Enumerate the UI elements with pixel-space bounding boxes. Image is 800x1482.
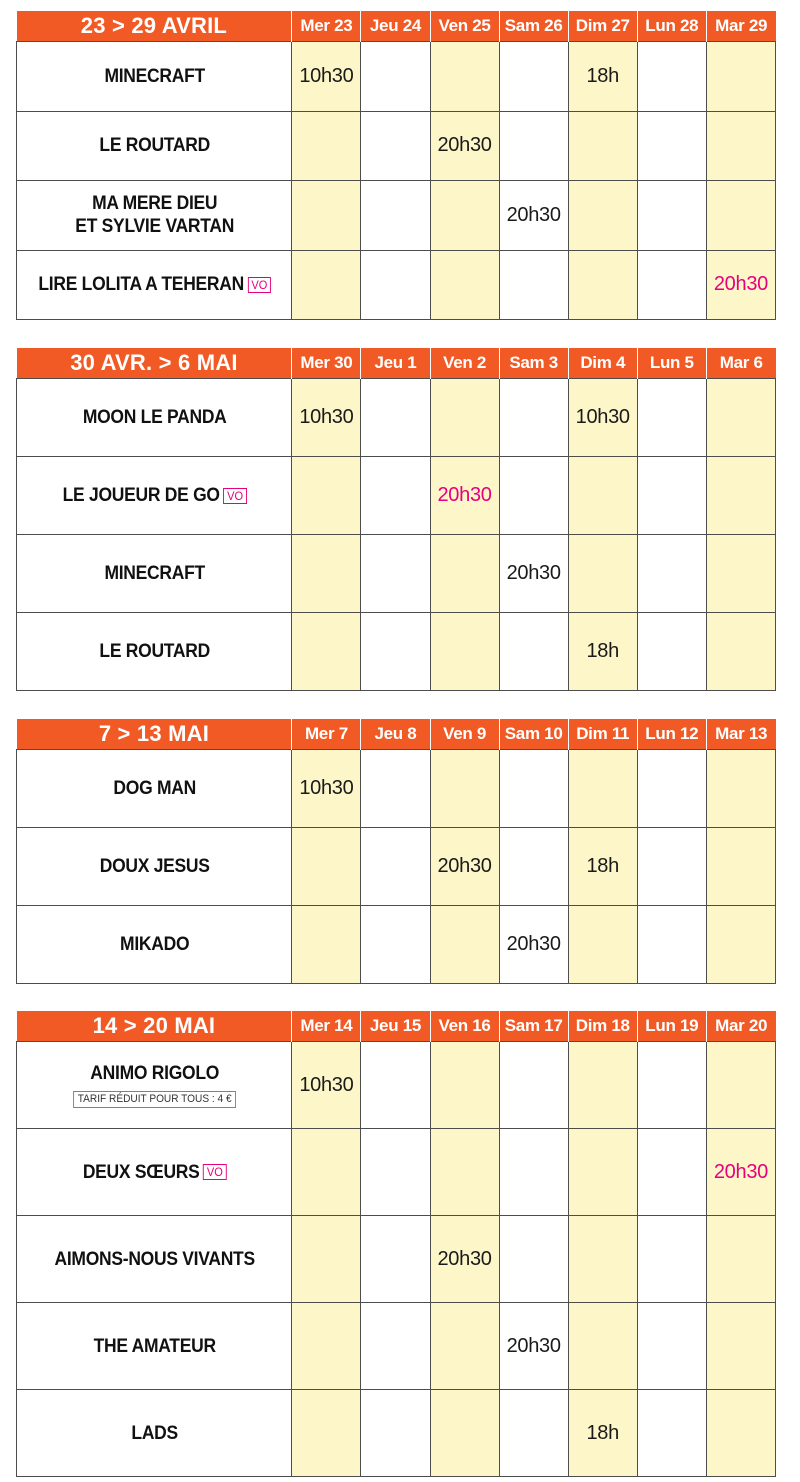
- showtime-cell: [499, 613, 568, 691]
- showtime-cell: [568, 535, 637, 613]
- showtime-cell: [292, 828, 361, 906]
- film-row: [17, 1129, 776, 1216]
- showtime-cell: [292, 1129, 361, 1216]
- week-table: [16, 719, 776, 984]
- showtime-cell: 20h30: [706, 1129, 775, 1216]
- showtime-cell: [637, 750, 706, 828]
- film-title-cell: [28, 1303, 281, 1390]
- film-row: [17, 1303, 776, 1390]
- film-title: DOG MAN: [112, 778, 196, 799]
- film-title-cell: [28, 1216, 281, 1303]
- showtime-cell: [292, 613, 361, 691]
- showtime-cell: [637, 535, 706, 613]
- film-title-cell: [28, 379, 281, 457]
- showtime-cell: [292, 250, 361, 320]
- day-header: Jeu 8: [361, 719, 430, 750]
- film-title: [28, 1161, 280, 1184]
- film-row: [17, 457, 776, 535]
- showtime-cell: [361, 1216, 430, 1303]
- showtime-cell: [637, 1390, 706, 1477]
- film-title: [28, 484, 280, 507]
- film-row: [17, 250, 776, 320]
- film-row: [17, 181, 776, 251]
- film-row: [17, 1042, 776, 1129]
- film-title: DOUX JESUS: [99, 856, 210, 877]
- showtime-cell: 20h30: [499, 1303, 568, 1390]
- showtime-cell: [430, 906, 499, 984]
- day-header: Ven 25: [430, 11, 499, 42]
- film-row: [17, 535, 776, 613]
- showtime-cell: [292, 111, 361, 181]
- film-title: ET SYLVIE VARTAN: [74, 216, 234, 238]
- week-table: [16, 11, 776, 320]
- showtime-cell: [637, 906, 706, 984]
- showtime-cell: [568, 457, 637, 535]
- showtime-cell: [361, 750, 430, 828]
- showtime-cell: [499, 1129, 568, 1216]
- showtime-cell: [430, 1303, 499, 1390]
- schedule-table: [16, 1011, 776, 1477]
- film-title-cell: [28, 906, 281, 984]
- day-header: Mar 13: [706, 719, 775, 750]
- showtime-cell: [637, 42, 706, 112]
- film-title-cell: [28, 42, 281, 112]
- day-header: Ven 2: [430, 348, 499, 379]
- day-header: Jeu 15: [361, 1011, 430, 1042]
- day-header: Mar 29: [706, 11, 775, 42]
- showtime-cell: [568, 250, 637, 320]
- film-title: LE ROUTARD: [98, 135, 210, 157]
- day-header: Ven 16: [430, 1011, 499, 1042]
- showtime-cell: [499, 1042, 568, 1129]
- film-title-cell: [28, 1390, 281, 1477]
- showtime-cell: [637, 1216, 706, 1303]
- film-row: [17, 111, 776, 181]
- film-title-text: LE JOUEUR DE GO: [62, 485, 220, 506]
- showtime-cell: [637, 1303, 706, 1390]
- showtime-cell: 20h30: [430, 111, 499, 181]
- showtime-cell: [637, 457, 706, 535]
- schedule-table: [16, 11, 776, 320]
- film-title: [28, 273, 280, 296]
- film-row: [17, 42, 776, 112]
- showtime-cell: [361, 1390, 430, 1477]
- showtime-cell: [292, 1303, 361, 1390]
- day-header: Ven 9: [430, 719, 499, 750]
- showtime-cell: [706, 111, 775, 181]
- showtime-cell: 20h30: [430, 828, 499, 906]
- showtime-cell: [430, 379, 499, 457]
- showtime-cell: [637, 613, 706, 691]
- showtime-cell: [430, 42, 499, 112]
- showtime-cell: [430, 1129, 499, 1216]
- day-header: Mar 20: [706, 1011, 775, 1042]
- showtime-cell: [706, 828, 775, 906]
- showtime-cell: 20h30: [499, 181, 568, 251]
- showtime-cell: [430, 181, 499, 251]
- showtime-cell: [430, 750, 499, 828]
- film-title-cell: [28, 828, 281, 906]
- week-header-row: [17, 719, 776, 750]
- showtime-cell: [706, 535, 775, 613]
- showtime-cell: [706, 1216, 775, 1303]
- showtime-cell: 20h30: [430, 1216, 499, 1303]
- showtime-cell: [706, 750, 775, 828]
- film-row: [17, 1216, 776, 1303]
- film-title-cell: [28, 250, 281, 320]
- showtime-cell: [499, 379, 568, 457]
- film-title-cell: [28, 181, 281, 251]
- showtime-cell: [637, 1042, 706, 1129]
- day-header: Dim 11: [568, 719, 637, 750]
- day-header: Mer 7: [292, 719, 361, 750]
- showtime-cell: [292, 1216, 361, 1303]
- showtime-cell: [706, 181, 775, 251]
- film-title: LADS: [130, 1422, 178, 1444]
- day-header: Dim 4: [568, 348, 637, 379]
- showtime-cell: [637, 111, 706, 181]
- film-row: [17, 379, 776, 457]
- film-title-cell: [28, 457, 281, 535]
- showtime-cell: [637, 1129, 706, 1216]
- film-title: LE ROUTARD: [98, 641, 210, 662]
- day-header: Jeu 1: [361, 348, 430, 379]
- showtime-cell: [499, 828, 568, 906]
- film-title-cell: [28, 535, 281, 613]
- tarif-badge: TARIF RÉDUIT POUR TOUS : 4 €: [73, 1091, 236, 1108]
- showtime-cell: 10h30: [292, 42, 361, 112]
- film-row: [17, 750, 776, 828]
- film-title: MINECRAFT: [103, 563, 205, 584]
- showtime-cell: [361, 1129, 430, 1216]
- showtime-cell: [361, 457, 430, 535]
- showtime-cell: [361, 181, 430, 251]
- day-header: Lun 12: [637, 719, 706, 750]
- showtime-cell: [499, 1390, 568, 1477]
- showtime-cell: [637, 250, 706, 320]
- showtime-cell: 18h: [568, 828, 637, 906]
- vo-badge: VO: [223, 488, 246, 504]
- showtime-cell: [499, 750, 568, 828]
- showtime-cell: [706, 42, 775, 112]
- film-title-text: LIRE LOLITA A TEHERAN: [37, 274, 244, 296]
- showtime-cell: [292, 1390, 361, 1477]
- showtime-cell: [637, 379, 706, 457]
- schedule-table: [16, 719, 776, 984]
- showtime-cell: [568, 906, 637, 984]
- week-header-row: [17, 1011, 776, 1042]
- day-header: Lun 28: [637, 11, 706, 42]
- showtime-cell: [499, 250, 568, 320]
- showtime-cell: [361, 906, 430, 984]
- week-label: 7 > 13 MAI: [17, 719, 292, 750]
- film-title: AIMONS-NOUS VIVANTS: [54, 1248, 255, 1270]
- showtime-cell: [430, 1042, 499, 1129]
- showtime-cell: 20h30: [706, 250, 775, 320]
- day-header: Sam 3: [499, 348, 568, 379]
- film-title-cell: [28, 1129, 281, 1216]
- film-title-cell: [28, 1042, 281, 1129]
- film-title: MINECRAFT: [103, 65, 205, 87]
- showtime-cell: [706, 457, 775, 535]
- showtime-cell: [568, 1303, 637, 1390]
- showtime-cell: [361, 613, 430, 691]
- showtime-cell: [706, 1390, 775, 1477]
- showtime-cell: [706, 613, 775, 691]
- showtime-cell: [499, 1216, 568, 1303]
- day-header: Mer 23: [292, 11, 361, 42]
- film-title-cell: [28, 613, 281, 691]
- film-title: MOON LE PANDA: [82, 407, 227, 428]
- film-title-cell: [28, 111, 281, 181]
- showtime-cell: 10h30: [292, 379, 361, 457]
- showtime-cell: [430, 613, 499, 691]
- showtime-cell: [706, 1042, 775, 1129]
- day-header: Lun 19: [637, 1011, 706, 1042]
- showtime-cell: [637, 181, 706, 251]
- showtime-cell: [361, 1042, 430, 1129]
- showtime-cell: 10h30: [292, 750, 361, 828]
- film-row: [17, 906, 776, 984]
- showtime-cell: [361, 42, 430, 112]
- showtime-cell: [568, 750, 637, 828]
- day-header: Dim 18: [568, 1011, 637, 1042]
- showtime-cell: [568, 111, 637, 181]
- week-header-row: [17, 11, 776, 42]
- showtime-cell: [499, 111, 568, 181]
- showtime-cell: [292, 181, 361, 251]
- showtime-cell: [361, 379, 430, 457]
- vo-badge: VO: [247, 277, 270, 293]
- showtime-cell: [361, 1303, 430, 1390]
- schedule-table: [16, 348, 776, 691]
- day-header: Sam 17: [499, 1011, 568, 1042]
- showtime-cell: [361, 535, 430, 613]
- week-label: 14 > 20 MAI: [17, 1011, 292, 1042]
- showtime-cell: [706, 379, 775, 457]
- showtime-cell: 20h30: [499, 535, 568, 613]
- week-table: [16, 1011, 776, 1477]
- week-table: [16, 348, 776, 691]
- showtime-cell: [292, 457, 361, 535]
- showtime-cell: [292, 906, 361, 984]
- day-header: Dim 27: [568, 11, 637, 42]
- day-header: Mar 6: [706, 348, 775, 379]
- day-header: Lun 5: [637, 348, 706, 379]
- film-title: THE AMATEUR: [93, 1335, 216, 1357]
- showtime-cell: [430, 535, 499, 613]
- showtime-cell: [430, 1390, 499, 1477]
- film-row: [17, 613, 776, 691]
- showtime-cell: 18h: [568, 42, 637, 112]
- day-header: Mer 14: [292, 1011, 361, 1042]
- showtime-cell: 18h: [568, 1390, 637, 1477]
- showtime-cell: [499, 457, 568, 535]
- film-title-cell: [28, 750, 281, 828]
- film-row: [17, 1390, 776, 1477]
- vo-badge: VO: [203, 1164, 226, 1180]
- showtime-cell: [568, 1216, 637, 1303]
- week-header-row: [17, 348, 776, 379]
- week-label: 30 AVR. > 6 MAI: [17, 348, 292, 379]
- film-row: [17, 828, 776, 906]
- day-header: Sam 26: [499, 11, 568, 42]
- showtime-cell: [568, 181, 637, 251]
- showtime-cell: [361, 111, 430, 181]
- showtime-cell: 10h30: [568, 379, 637, 457]
- day-header: Jeu 24: [361, 11, 430, 42]
- showtime-cell: 10h30: [292, 1042, 361, 1129]
- showtime-cell: [568, 1129, 637, 1216]
- showtime-cell: 18h: [568, 613, 637, 691]
- week-label: 23 > 29 AVRIL: [17, 11, 292, 42]
- showtime-cell: [706, 1303, 775, 1390]
- showtime-cell: 20h30: [430, 457, 499, 535]
- film-title: MIKADO: [119, 934, 189, 955]
- showtime-cell: [637, 828, 706, 906]
- showtime-cell: [292, 535, 361, 613]
- showtime-cell: [568, 1042, 637, 1129]
- film-title: MA MERE DIEU: [91, 193, 217, 215]
- day-header: Mer 30: [292, 348, 361, 379]
- showtime-cell: [499, 42, 568, 112]
- day-header: Sam 10: [499, 719, 568, 750]
- showtime-cell: [361, 250, 430, 320]
- film-title-text: DEUX SŒURS: [82, 1161, 200, 1183]
- showtime-cell: 20h30: [499, 906, 568, 984]
- film-title: ANIMO RIGOLO: [89, 1063, 219, 1084]
- showtime-cell: [361, 828, 430, 906]
- showtime-cell: [430, 250, 499, 320]
- showtime-cell: [706, 906, 775, 984]
